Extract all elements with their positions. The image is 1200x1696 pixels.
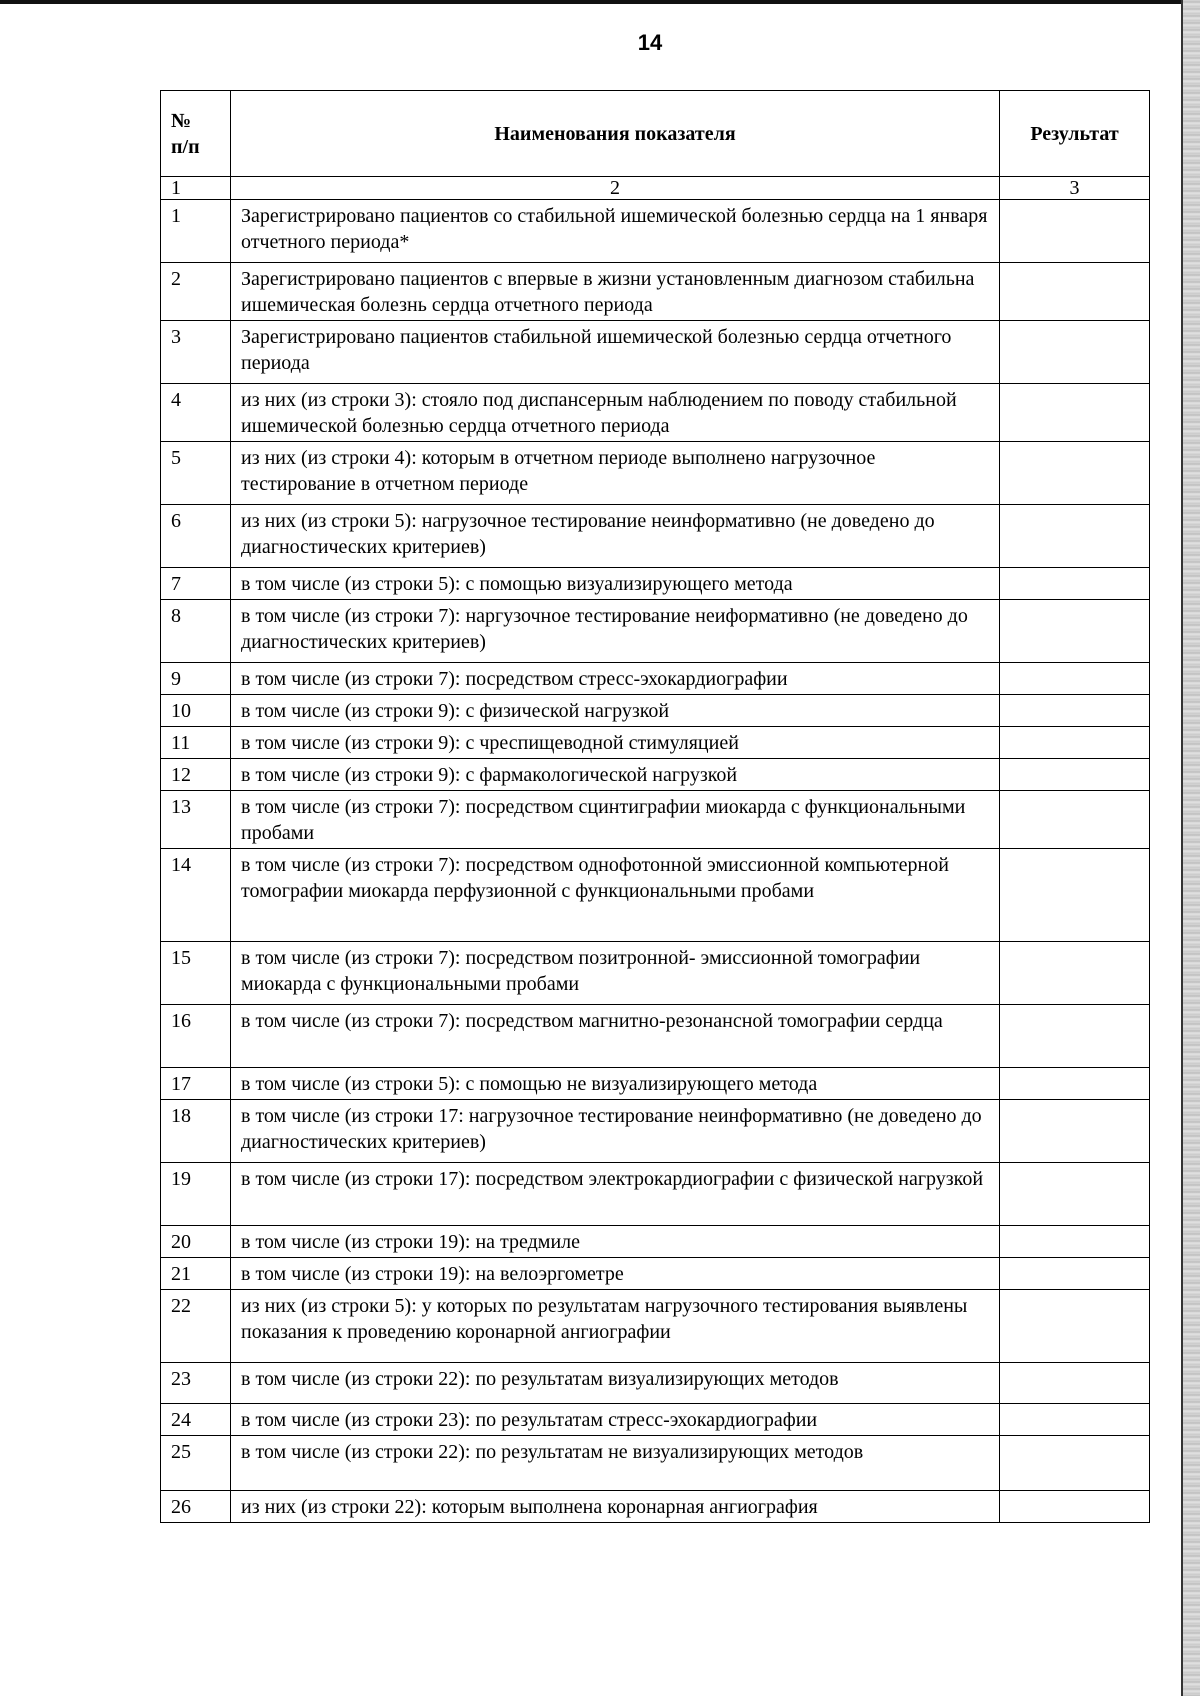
row-indicator-name: в том числе (из строки 17): посредством электрокардиографии с физической нагрузкой: [231, 1163, 1000, 1226]
row-indicator-name: в том числе (из строки 9): с фармакологической нагрузкой: [231, 759, 1000, 791]
row-result: [1000, 1100, 1150, 1163]
row-indicator-name: в том числе (из строки 7): посредством позитронной- эмиссионной томографии миокарда с функциональными пробами: [231, 942, 1000, 1005]
column-number: 2: [231, 177, 1000, 200]
row-result: [1000, 1068, 1150, 1100]
row-number: 17: [161, 1068, 231, 1100]
row-number: 14: [161, 849, 231, 942]
row-number: 6: [161, 505, 231, 568]
row-number: 25: [161, 1436, 231, 1491]
row-number: 15: [161, 942, 231, 1005]
table-row: [161, 321, 1150, 384]
row-indicator-name: в том числе (из строки 17: нагрузочное тестирование неинформативно (не доведено до диагностических критериев): [231, 1100, 1000, 1163]
row-number: 13: [161, 791, 231, 849]
table-row: [161, 442, 1150, 505]
header-result: Результат: [1000, 91, 1150, 177]
row-number: 1: [161, 200, 231, 263]
row-number: 20: [161, 1226, 231, 1258]
table-row: [161, 1100, 1150, 1163]
table-row: [161, 1363, 1150, 1404]
row-result: [1000, 1491, 1150, 1523]
table-row: [161, 568, 1150, 600]
row-indicator-name: из них (из строки 5): нагрузочное тестирование неинформативно (не доведено до диагностических критериев): [231, 505, 1000, 568]
header-num: [161, 91, 231, 177]
row-result: [1000, 1363, 1150, 1404]
row-indicator-name: Зарегистрировано пациентов со стабильной ишемической болезнью сердца на 1 января отчетного периода*: [231, 200, 1000, 263]
row-result: [1000, 200, 1150, 263]
row-number: 22: [161, 1290, 231, 1363]
indicators-table: [160, 90, 1150, 1523]
table-row: [161, 1163, 1150, 1226]
table-row: [161, 759, 1150, 791]
row-indicator-name: в том числе (из строки 7): наргузочное тестирование неиформативно (не доведено до диагностических критериев): [231, 600, 1000, 663]
row-indicator-name: в том числе (из строки 5): с помощью визуализирующего метода: [231, 568, 1000, 600]
row-number: 4: [161, 384, 231, 442]
row-result: [1000, 759, 1150, 791]
row-result: [1000, 505, 1150, 568]
row-indicator-name: в том числе (из строки 7): посредством магнитно-резонансной томографии сердца: [231, 1005, 1000, 1068]
table-header-row: [161, 91, 1150, 177]
table-row: [161, 695, 1150, 727]
table-row: [161, 600, 1150, 663]
row-result: [1000, 663, 1150, 695]
row-number: 3: [161, 321, 231, 384]
row-result: [1000, 1404, 1150, 1436]
table-row: [161, 200, 1150, 263]
header-name: Наименования показателя: [231, 91, 1000, 177]
row-number: 9: [161, 663, 231, 695]
row-indicator-name: в том числе (из строки 9): с чреспищеводной стимуляцией: [231, 727, 1000, 759]
table-row: [161, 384, 1150, 442]
column-number: 3: [1000, 177, 1150, 200]
header-num-symbol: №: [171, 109, 192, 132]
row-indicator-name: в том числе (из строки 5): с помощью не визуализирующего метода: [231, 1068, 1000, 1100]
row-result: [1000, 568, 1150, 600]
table-row: [161, 727, 1150, 759]
row-indicator-name: в том числе (из строки 22): по результатам не визуализирующих методов: [231, 1436, 1000, 1491]
row-number: 16: [161, 1005, 231, 1068]
table-row: [161, 791, 1150, 849]
table-row: [161, 505, 1150, 568]
table-row: [161, 263, 1150, 321]
row-number: 18: [161, 1100, 231, 1163]
row-indicator-name: в том числе (из строки 23): по результатам стресс-эхокардиографии: [231, 1404, 1000, 1436]
row-number: 19: [161, 1163, 231, 1226]
table-row: [161, 663, 1150, 695]
row-result: [1000, 849, 1150, 942]
row-result: [1000, 384, 1150, 442]
row-indicator-name: Зарегистрировано пациентов стабильной ишемической болезнью сердца отчетного периода: [231, 321, 1000, 384]
row-result: [1000, 1226, 1150, 1258]
table-row: [161, 942, 1150, 1005]
row-indicator-name: в том числе (из строки 7): посредством стресс-эхокардиографии: [231, 663, 1000, 695]
row-result: [1000, 727, 1150, 759]
row-number: 11: [161, 727, 231, 759]
row-number: 26: [161, 1491, 231, 1523]
row-result: [1000, 1436, 1150, 1491]
row-result: [1000, 442, 1150, 505]
row-number: 7: [161, 568, 231, 600]
table-row: [161, 1005, 1150, 1068]
row-result: [1000, 1258, 1150, 1290]
row-result: [1000, 791, 1150, 849]
table-row: [161, 1491, 1150, 1523]
row-result: [1000, 1163, 1150, 1226]
row-indicator-name: Зарегистрировано пациентов с впервые в жизни установленным диагнозом стабильна ишемическая болезнь сердца отчетного периода: [231, 263, 1000, 321]
scan-right-edge: [1181, 0, 1200, 1696]
row-number: 2: [161, 263, 231, 321]
row-number: 24: [161, 1404, 231, 1436]
row-indicator-name: из них (из строки 4): которым в отчетном периоде выполнено нагрузочное тестирование в отчетном периоде: [231, 442, 1000, 505]
row-number: 21: [161, 1258, 231, 1290]
table-row: [161, 1068, 1150, 1100]
table-row: [161, 1404, 1150, 1436]
row-number: 12: [161, 759, 231, 791]
table-row: [161, 1258, 1150, 1290]
table-row: [161, 849, 1150, 942]
row-indicator-name: в том числе (из строки 7): посредством однофотонной эмиссионной компьютерной томографии миокарда перфузионной с функциональными пробами: [231, 849, 1000, 942]
row-number: 8: [161, 600, 231, 663]
row-indicator-name: из них (из строки 3): стояло под диспансерным наблюдением по поводу стабильной ишемической болезнью сердца отчетного периода: [231, 384, 1000, 442]
row-indicator-name: в том числе (из строки 9): с физической нагрузкой: [231, 695, 1000, 727]
row-result: [1000, 600, 1150, 663]
scan-top-edge: [0, 0, 1200, 4]
page-number: 14: [637, 30, 663, 55]
row-result: [1000, 695, 1150, 727]
row-indicator-name: из них (из строки 22): которым выполнена коронарная ангиография: [231, 1491, 1000, 1523]
table-body: [161, 200, 1150, 1523]
row-result: [1000, 1290, 1150, 1363]
row-indicator-name: из них (из строки 5): у которых по результатам нагрузочного тестирования выявлены показания к проведению коронарной ангиографии: [231, 1290, 1000, 1363]
row-indicator-name: в том числе (из строки 22): по результатам визуализирующих методов: [231, 1363, 1000, 1404]
table-row: [161, 1290, 1150, 1363]
row-result: [1000, 263, 1150, 321]
column-number: 1: [161, 177, 231, 200]
table-row: [161, 1226, 1150, 1258]
row-result: [1000, 942, 1150, 1005]
table-row: [161, 1436, 1150, 1491]
row-number: 10: [161, 695, 231, 727]
header-num-abbr: п/п: [171, 135, 200, 158]
row-indicator-name: в том числе (из строки 7): посредством сцинтиграфии миокарда с функциональными пробами: [231, 791, 1000, 849]
column-numbers-row: [161, 177, 1150, 200]
row-indicator-name: в том числе (из строки 19): на велоэргометре: [231, 1258, 1000, 1290]
row-indicator-name: в том числе (из строки 19): на тредмиле: [231, 1226, 1000, 1258]
row-number: 5: [161, 442, 231, 505]
row-number: 23: [161, 1363, 231, 1404]
row-result: [1000, 321, 1150, 384]
row-result: [1000, 1005, 1150, 1068]
